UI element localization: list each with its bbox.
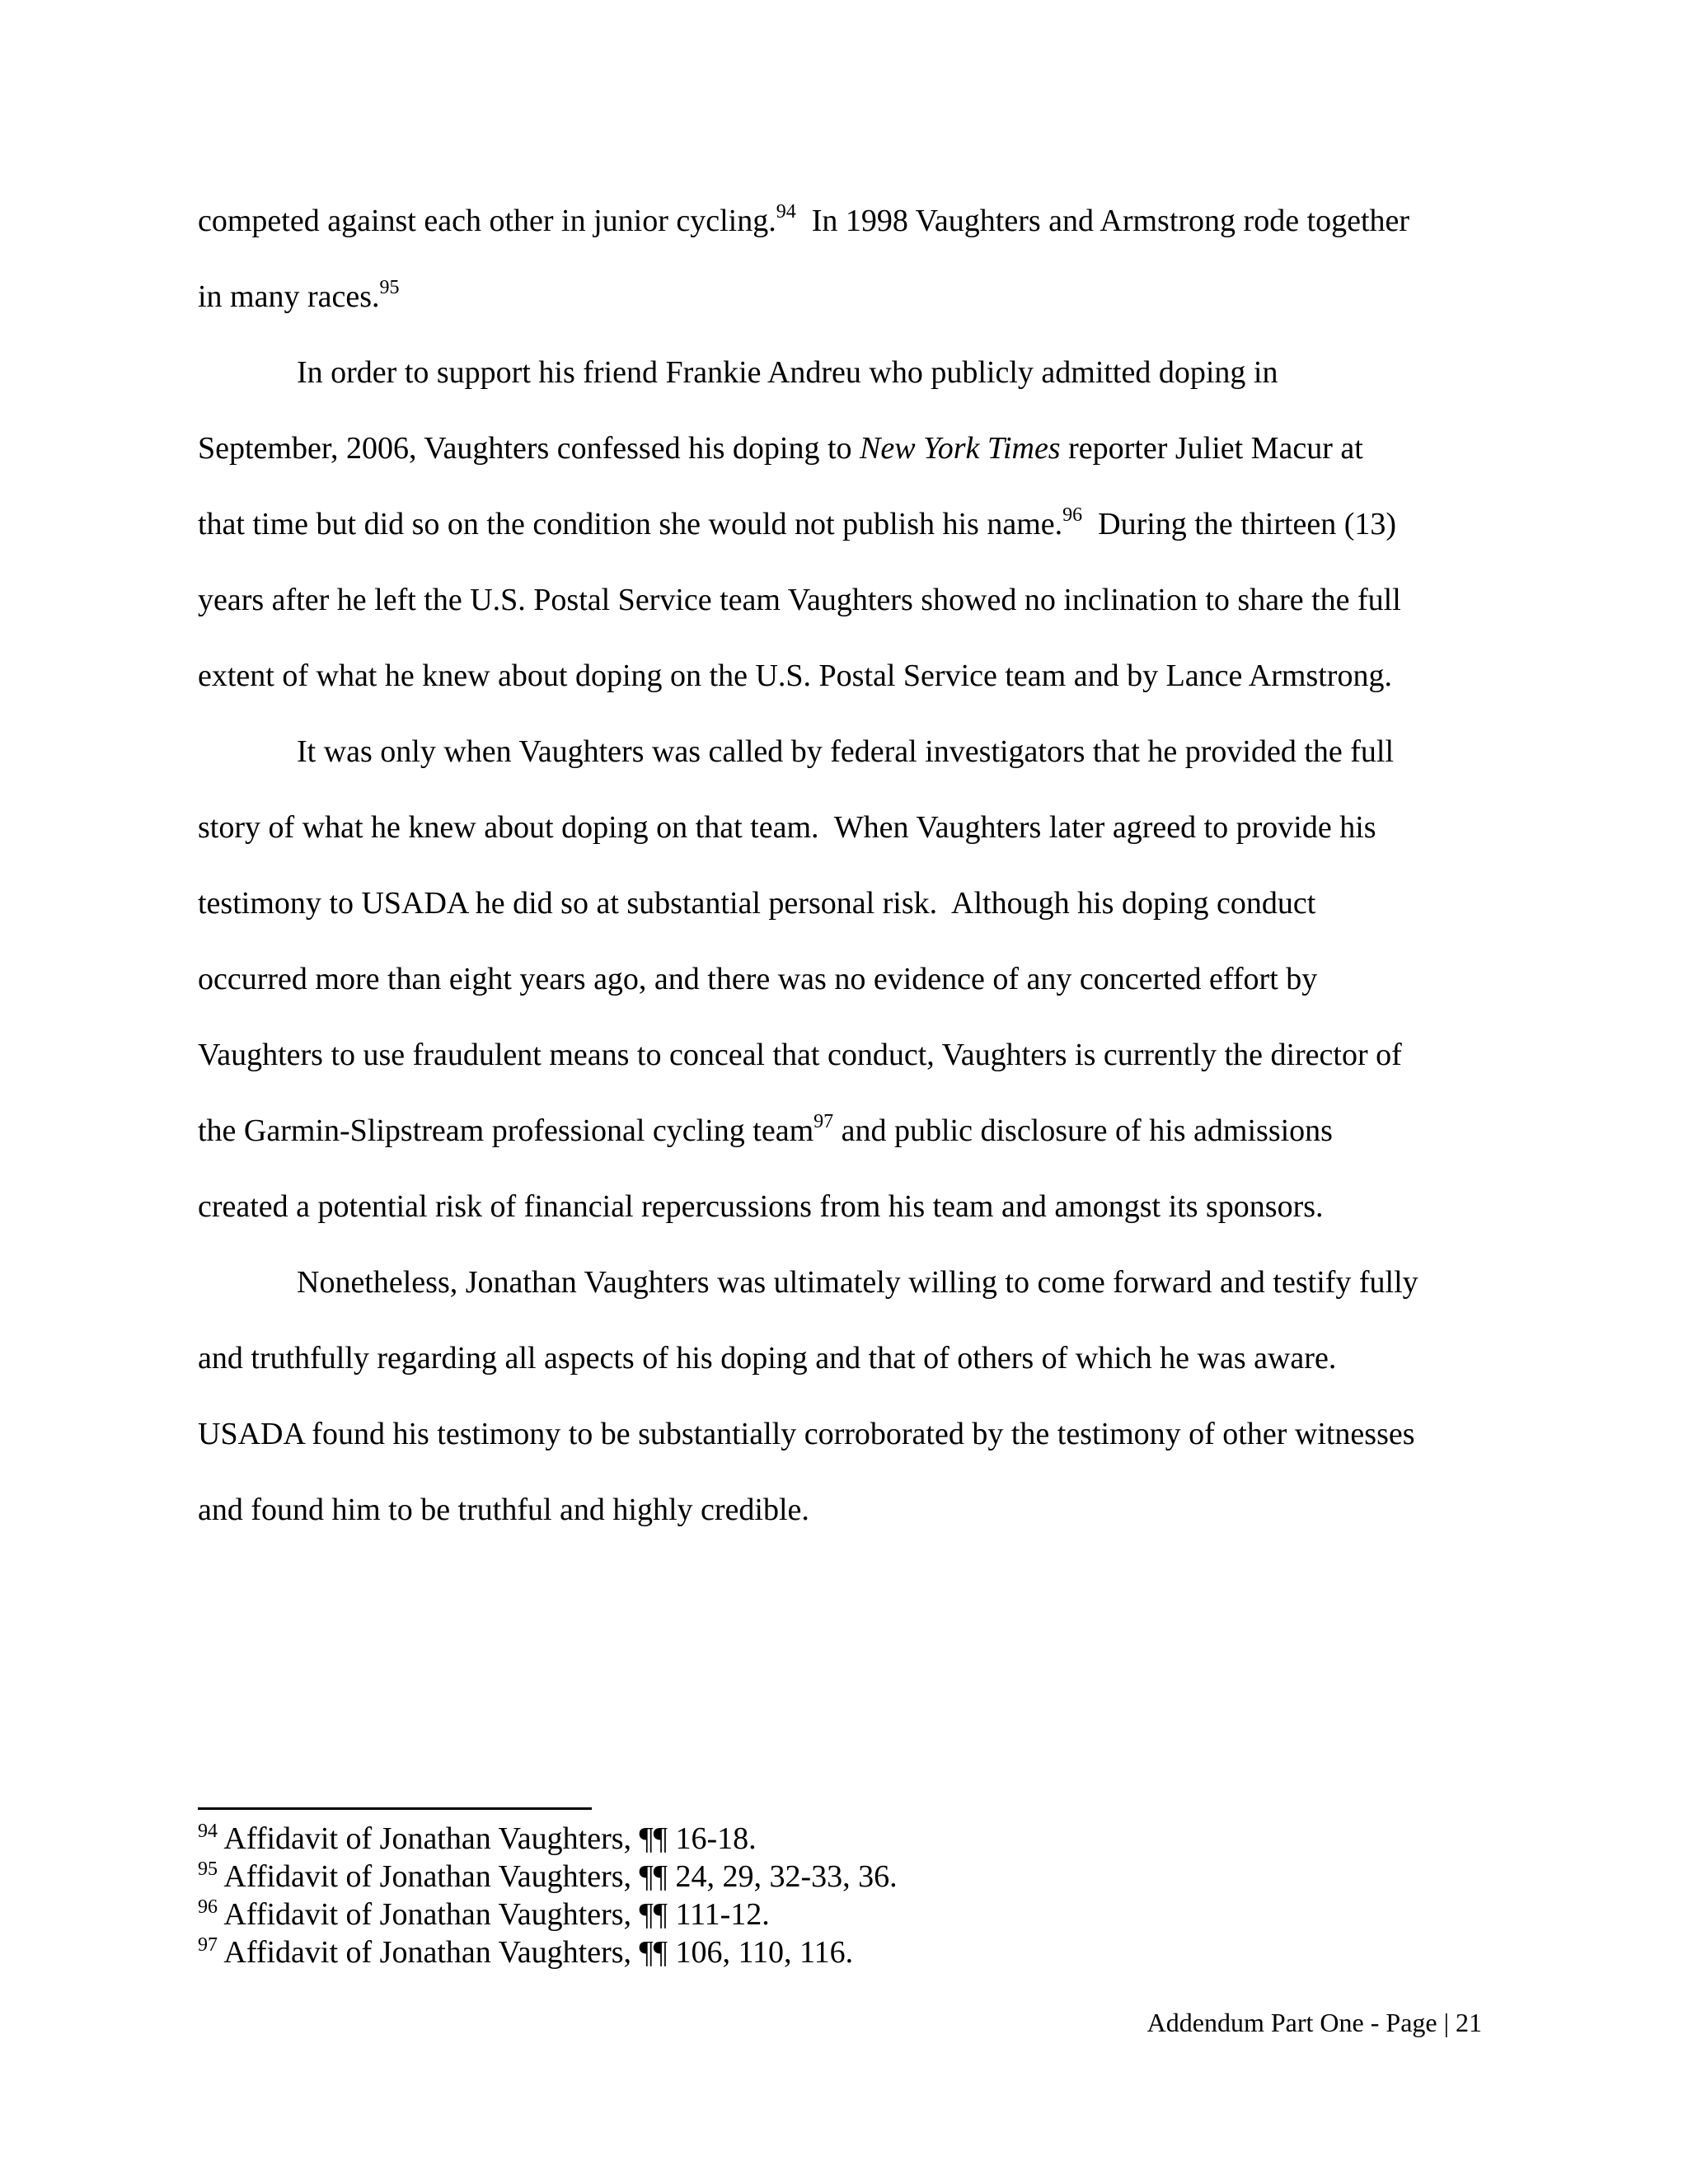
footnotes (198, 1820, 1484, 1971)
footnote-94 (198, 1820, 1484, 1858)
footnote-number: 96 (198, 1896, 218, 1918)
paragraph-line (198, 1320, 1484, 1396)
footnote-96 (198, 1896, 1484, 1933)
paragraph-line (198, 941, 1484, 1017)
paragraph-line (198, 183, 1484, 259)
text-run: extent of what he knew about doping on the U.S. Postal Service team and by Lance Armstrong. (198, 658, 1392, 693)
footnote-number: 95 (198, 1858, 218, 1880)
page-footer: Addendum Part One - Page | 21 (1146, 2008, 1482, 2037)
text-run: In 1998 Vaughters and Armstrong rode together (795, 204, 1410, 238)
paragraph-line (198, 790, 1484, 865)
paragraph-line (198, 1017, 1484, 1093)
paragraph-line (198, 410, 1484, 486)
text-run: in many races. (198, 279, 380, 314)
footnote-text: Affidavit of Jonathan Vaughters, ¶¶ 16-18. (218, 1821, 757, 1856)
text-run: Nonetheless, Jonathan Vaughters was ultimately willing to come forward and testify fully (297, 1265, 1418, 1300)
text-run: USADA found his testimony to be substantially corroborated by the testimony of other witnesses (198, 1417, 1415, 1451)
footnote-ref-95[interactable]: 95 (379, 277, 400, 298)
footnote-ref-96[interactable]: 96 (1062, 504, 1083, 526)
paragraph-line (198, 714, 1484, 790)
text-run: Vaughters to use fraudulent means to conceal that conduct, Vaughters is currently the director of (198, 1038, 1402, 1072)
text-run: created a potential risk of financial repercussions from his team and amongst its sponsors. (198, 1189, 1324, 1224)
text-run: story of what he knew about doping on that team. When Vaughters later agreed to provide his (198, 810, 1376, 845)
text-run: years after he left the U.S. Postal Service team Vaughters showed no inclination to share the full (198, 583, 1401, 617)
text-run: and public disclosure of his admissions (833, 1113, 1333, 1148)
paragraph-line (198, 1169, 1484, 1244)
text-run: reporter Juliet Macur at (1060, 431, 1363, 466)
paragraph-line (198, 562, 1484, 638)
text-run: and truthfully regarding all aspects of his doping and that of others of which he was aware. (198, 1341, 1337, 1376)
footnote-number: 97 (198, 1934, 218, 1956)
footnote-separator (198, 1807, 592, 1810)
text-run: competed against each other in junior cycling. (198, 204, 776, 238)
footnote-text: Affidavit of Jonathan Vaughters, ¶¶ 106, 110, 116. (218, 1935, 854, 1970)
paragraph-line (198, 1244, 1484, 1320)
paragraph-line (198, 638, 1484, 714)
text-run: that time but did so on the condition she would not publish his name. (198, 507, 1063, 541)
publication-title: New York Times (860, 431, 1061, 466)
text-run: During the thirteen (13) (1082, 507, 1397, 541)
text-run: In order to support his friend Frankie Andreu who publicly admitted doping in (297, 355, 1278, 390)
paragraph-line (198, 865, 1484, 941)
body-text (198, 183, 1484, 1548)
paragraph-line (198, 486, 1484, 562)
paragraph-line (198, 1093, 1484, 1169)
paragraph-line (198, 259, 1484, 335)
footnote-97 (198, 1933, 1484, 1971)
footnote-ref-97[interactable]: 97 (814, 1111, 834, 1132)
paragraph-line (198, 335, 1484, 410)
text-run: and found him to be truthful and highly credible. (198, 1493, 809, 1527)
text-run: the Garmin-Slipstream professional cycling team (198, 1113, 814, 1148)
footnote-ref-94[interactable]: 94 (776, 201, 796, 223)
footnote-text: Affidavit of Jonathan Vaughters, ¶¶ 111-12. (218, 1897, 770, 1932)
paragraph-line (198, 1396, 1484, 1472)
text-run: testimony to USADA he did so at substantial personal risk. Although his doping conduct (198, 886, 1316, 921)
text-run: occurred more than eight years ago, and there was no evidence of any concerted effort by (198, 962, 1318, 996)
paragraph-line (198, 1472, 1484, 1548)
footnote-number: 94 (198, 1821, 218, 1842)
footnote-95 (198, 1858, 1484, 1896)
text-run: It was only when Vaughters was called by federal investigators that he provided the full (297, 734, 1395, 769)
footnote-text: Affidavit of Jonathan Vaughters, ¶¶ 24, 29, 32-33, 36. (218, 1859, 898, 1894)
text-run: September, 2006, Vaughters confessed his doping to (198, 431, 860, 466)
